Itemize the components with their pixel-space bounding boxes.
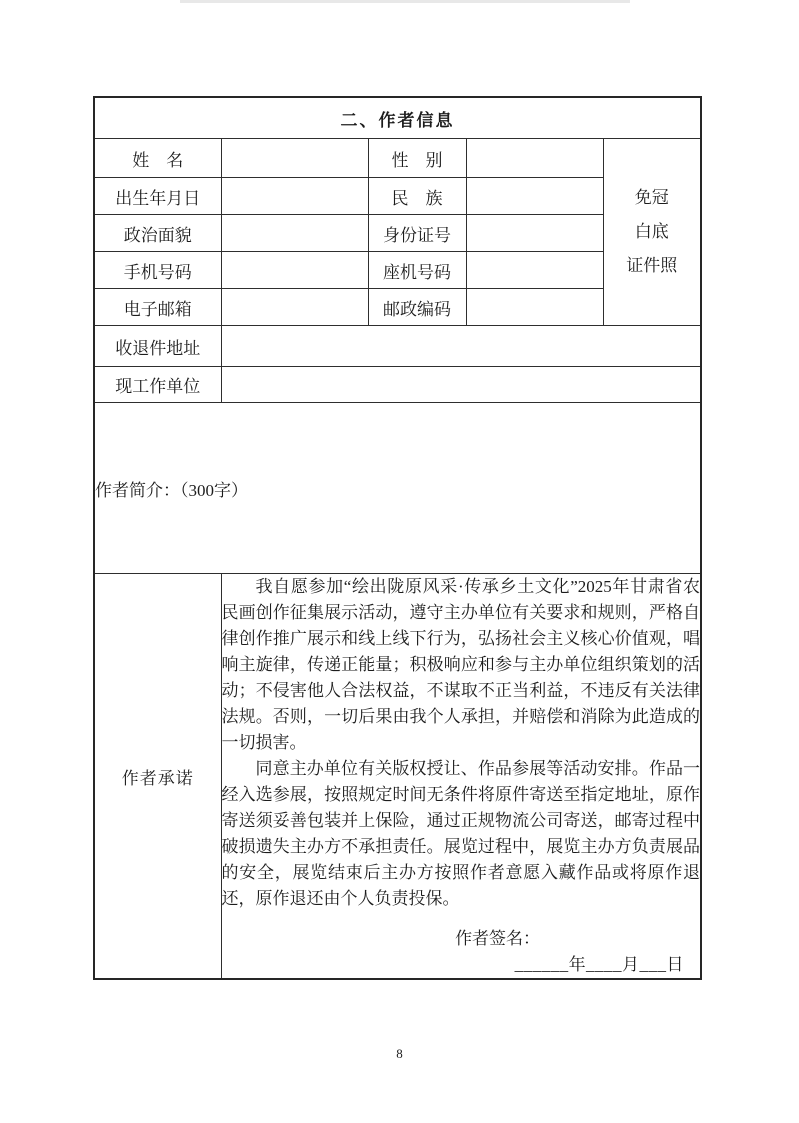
field-value-mobile <box>221 252 368 289</box>
photo-note-line: 白底 <box>634 222 669 241</box>
table-row <box>94 367 701 403</box>
field-label-birthdate: 出生年月日 <box>94 178 221 215</box>
table-row <box>94 403 701 574</box>
field-value-gender <box>466 139 603 178</box>
field-label-gender: 性 别 <box>368 139 466 178</box>
field-label-return-address: 收退件地址 <box>94 326 221 367</box>
table-row <box>94 326 701 367</box>
title-row <box>94 97 701 139</box>
field-label-landline: 座机号码 <box>368 252 466 289</box>
field-value-postal-code <box>466 289 603 326</box>
table-row <box>94 574 701 980</box>
photo-placeholder-cell <box>603 139 701 326</box>
photo-note-line: 免冠 <box>634 188 669 207</box>
field-label-name: 姓 名 <box>94 139 221 178</box>
page-number: 8 <box>396 1046 403 1061</box>
field-value-name <box>221 139 368 178</box>
field-label-political-status: 政治面貌 <box>94 215 221 252</box>
pledge-label: 作者承诺 <box>94 574 221 980</box>
field-label-ethnicity: 民 族 <box>368 178 466 215</box>
field-value-political-status <box>221 215 368 252</box>
pledge-paragraph: 同意主办单位有关版权授让、作品参展等活动安排。作品一经入选参展，按照规定时间无条件将原件寄送至指定地址，原作寄送须妥善包装并上保险，通过正规物流公司寄送，邮寄过程中破损遗失主办方不承担责任。展览过程中，展览主办方负责展品的安全，展览结束后主办方按照作者意愿入藏作品或将原作退还，原作退还由个人负责投保。 <box>221 759 701 908</box>
section-title: 二、作者信息 <box>94 97 701 139</box>
author-info-table <box>93 96 702 980</box>
field-value-id-number <box>466 215 603 252</box>
field-value-ethnicity <box>466 178 603 215</box>
scan-artifact <box>180 0 630 3</box>
field-label-id-number: 身份证号 <box>368 215 466 252</box>
field-label-email: 电子邮箱 <box>94 289 221 326</box>
field-value-birthdate <box>221 178 368 215</box>
field-value-return-address <box>221 326 701 367</box>
signature-date-line: ______年____月___日 <box>514 955 685 974</box>
field-value-work-unit <box>221 367 701 403</box>
signature-label: 作者签名： <box>455 929 541 948</box>
field-value-email <box>221 289 368 326</box>
pledge-content <box>221 574 701 980</box>
pledge-paragraph: 我自愿参加“绘出陇原风采·传承乡土文化”2025年甘肃省农民画创作征集展示活动，遵守主办单位有关要求和规则，严格自律创作推广展示和线上线下行为，弘扬社会主义核心价值观，唱响主旋律，传递正能量；积极响应和参与主办单位组织策划的活动；不侵害他人合法权益，不谋取不正当利益，不违反有关法律法规。否则，一切后果由我个人承担，并赔偿和消除为此造成的一切损害。 <box>221 577 701 752</box>
field-label-mobile: 手机号码 <box>94 252 221 289</box>
field-label-work-unit: 现工作单位 <box>94 367 221 403</box>
photo-note-line: 证件照 <box>626 256 678 275</box>
field-value-landline <box>466 252 603 289</box>
table-row <box>94 139 701 178</box>
field-label-postal-code: 邮政编码 <box>368 289 466 326</box>
author-bio-cell: 作者简介：（300字） <box>94 403 701 574</box>
